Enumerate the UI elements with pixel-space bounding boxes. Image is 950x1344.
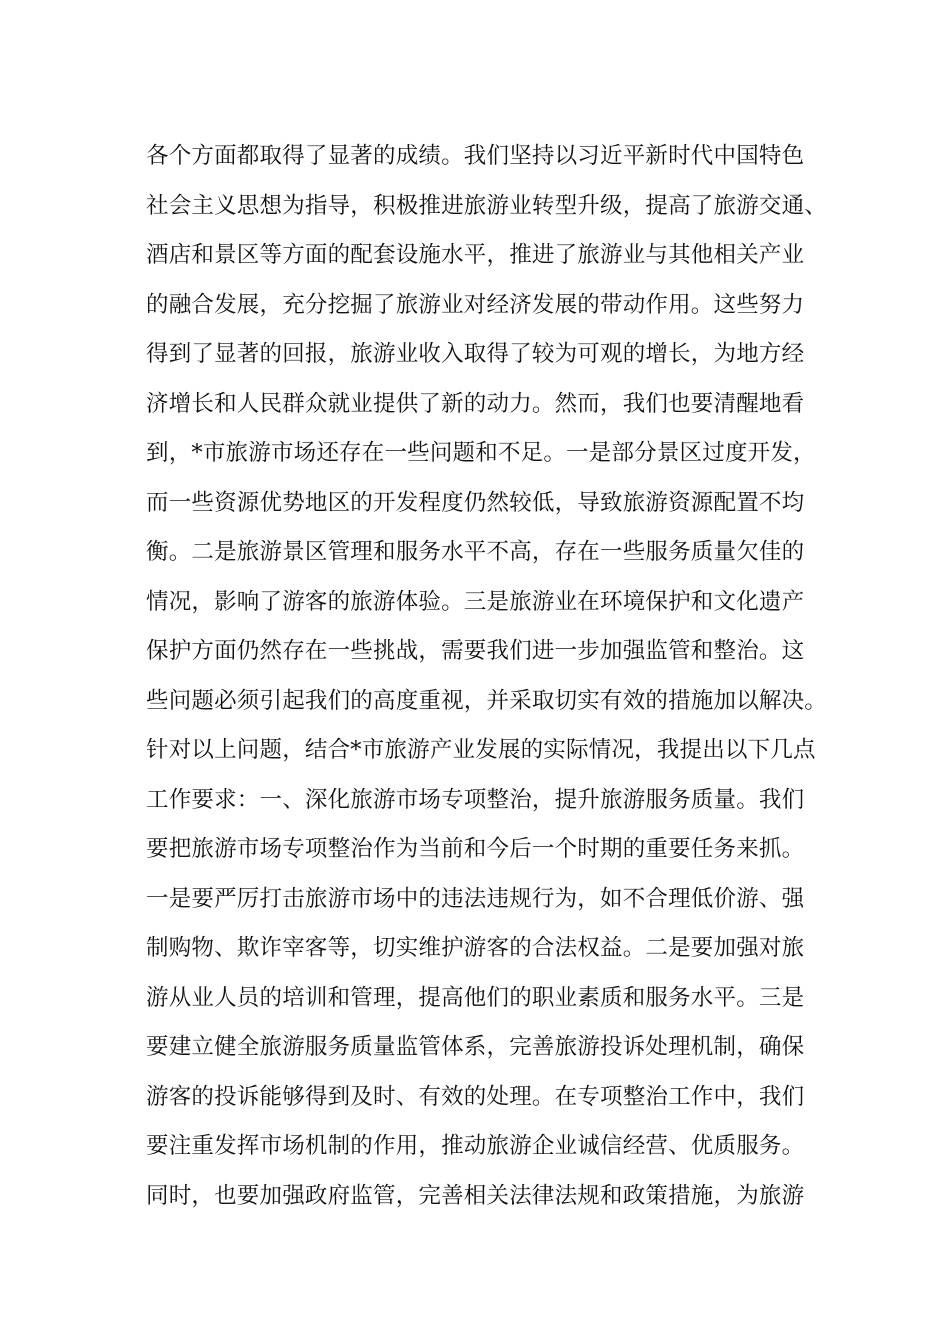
body-text	[146, 132, 836, 1221]
text-line: 社会主义思想为指导，积极推进旅游业转型升级，提高了旅游交通、	[146, 192, 828, 219]
text-line: 游从业人员的培训和管理，提高他们的职业素质和服务水平。三是	[146, 984, 805, 1011]
text-line: 些问题必须引起我们的高度重视，并采取切实有效的措施加以解决。	[146, 687, 828, 714]
text-line: 要注重发挥市场机制的作用，推动旅游企业诚信经营、优质服务。	[146, 1133, 805, 1159]
text-line: 而一些资源优势地区的开发程度仍然较低，导致旅游资源配置不均	[146, 489, 805, 516]
text-line: 游客的投诉能够得到及时、有效的处理。在专项整治工作中，我们	[146, 1083, 805, 1110]
text-line: 要把旅游市场专项整治作为当前和今后一个时期的重要任务来抓。	[146, 836, 805, 862]
text-line: 情况，影响了游客的旅游体验。三是旅游业在环境保护和文化遗产	[146, 588, 805, 615]
text-line: 保护方面仍然存在一些挑战，需要我们进一步加强监管和整治。这	[146, 638, 805, 664]
text-line: 到，*市旅游市场还存在一些问题和不足。一是部分景区过度开发，	[146, 440, 816, 466]
text-line: 衡。二是旅游景区管理和服务水平不高，存在一些服务质量欠佳的	[146, 539, 805, 565]
text-line: 同时，也要加强政府监管，完善相关法律法规和政策措施，为旅游	[146, 1182, 805, 1209]
text-line: 一是要严厉打击旅游市场中的违法违规行为，如不合理低价游、强	[146, 885, 805, 912]
text-line: 济增长和人民群众就业提供了新的动力。然而，我们也要清醒地看	[146, 390, 805, 417]
text-line: 酒店和景区等方面的配套设施水平，推进了旅游业与其他相关产业	[146, 242, 805, 268]
text-line: 工作要求：一、深化旅游市场专项整治，提升旅游服务质量。我们	[146, 786, 805, 813]
text-line: 制购物、欺诈宰客等，切实维护游客的合法权益。二是要加强对旅	[146, 935, 805, 961]
text-line: 针对以上问题，结合*市旅游产业发展的实际情况，我提出以下几点	[146, 737, 816, 763]
text-line: 各个方面都取得了显著的成绩。我们坚持以习近平新时代中国特色	[146, 143, 805, 169]
text-line: 要建立健全旅游服务质量监管体系，完善旅游投诉处理机制，确保	[146, 1034, 805, 1060]
text-line: 的融合发展，充分挖掘了旅游业对经济发展的带动作用。这些努力	[146, 291, 805, 318]
text-line: 得到了显著的回报，旅游业收入取得了较为可观的增长，为地方经	[146, 341, 805, 367]
